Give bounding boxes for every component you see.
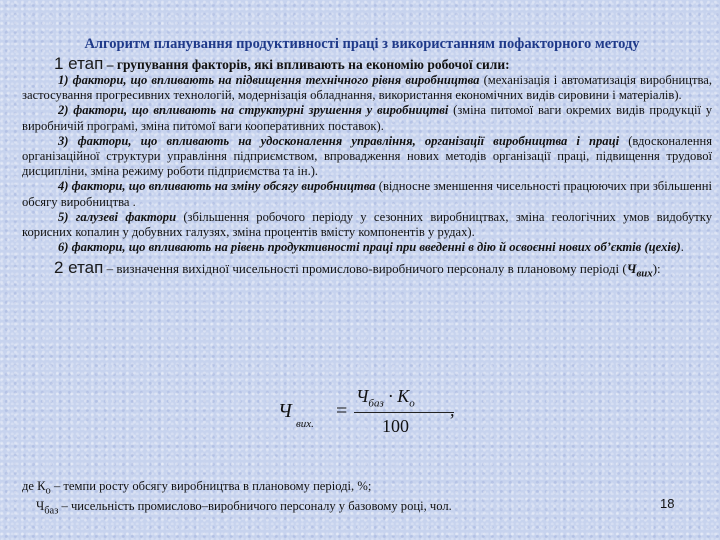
formula-equals: = <box>336 400 348 422</box>
slide-title: Алгоритм планування продуктивності праці з використанням пофакторного методу <box>84 36 640 52</box>
formula-denominator: 100 <box>382 416 409 436</box>
note-line-2 <box>36 498 452 520</box>
factor-text: (відносне зменшення чисельності працюючих при збільшенні обсягу виробництва . <box>22 179 713 209</box>
formula-comma: , <box>450 400 455 420</box>
note-line-1 <box>22 478 622 500</box>
formula-num-symbol: Ч <box>356 386 369 406</box>
factor-text: (механізація і автоматизація виробництва, застосування прогресивних технологій, модернізація обладнання, використання економічних видів сировини і матеріалів). <box>22 73 712 103</box>
formula-dot: · <box>383 386 398 406</box>
factor-item-4 <box>22 179 712 209</box>
note-symbol: де К <box>22 479 46 493</box>
factor-label: 3) фактори, що впливають на удосконалення управління, організації виробництва і праці <box>58 133 620 148</box>
stage-2 <box>22 259 712 283</box>
factor-label-part2: введенні в дію й освоєнні нових об’єктів (цехів) <box>416 240 681 255</box>
fraction-line <box>354 412 454 413</box>
formula-k: К <box>397 386 410 406</box>
stage-2-symbol-sub: вих <box>636 268 653 281</box>
factor-label: 2) фактори, що впливають на структурні зрушення у виробництві <box>58 103 449 118</box>
factor-item-2 <box>22 103 712 133</box>
factor-item-6 <box>22 240 712 255</box>
factor-label: 1) фактори, що впливають на підвищення технічного рівня виробництва <box>58 73 480 87</box>
headcount-formula <box>278 386 455 446</box>
factor-item-3 <box>22 134 712 180</box>
note-symbol-sub: о <box>45 485 51 497</box>
factor-text: (зміна питомої ваги окремих видів продукції у виробничій програмі, зміна питомої ваги кооперативних поставок). <box>22 103 712 133</box>
stage-2-text: – визначення вихідної чисельності промислово-виробничого персоналу в плановому періоді ( <box>103 261 627 277</box>
page-number: 18 <box>660 496 675 511</box>
factor-text: (вдосконалення організаційної структури управління підприємством, впровадження нових методів організації праці, підвищення трудової дисципліни, зміна режиму роботи підприємства та ін.). <box>22 133 712 179</box>
stage-1-number: 1 етап <box>54 54 104 73</box>
note-symbol: Ч <box>36 499 45 513</box>
factor-label: 5) галузеві фактори <box>58 209 177 224</box>
formula-num-sub: баз <box>368 397 384 410</box>
factor-label: 6) фактори, що впливають на рівень продуктивності праці при <box>58 240 417 255</box>
stage-2-tail: ): <box>652 261 661 277</box>
stage-1 <box>22 55 712 73</box>
factor-text: . <box>680 240 684 255</box>
slide-content <box>22 36 712 283</box>
stage-1-text: – групування факторів, які впливають на економію робочої сили: <box>103 57 510 72</box>
factor-text: (збільшення робочого періоду у сезонних виробництвах, зміна геологічних умов видобутку корисних копалин у добувних галузях, зміна процентів вмісту компонентів у рудах). <box>22 209 712 240</box>
factor-label: 4) фактори, що впливають на зміну обсягу виробництва <box>58 179 376 194</box>
formula-k-sub: о <box>409 397 415 410</box>
note-symbol-sub: баз <box>44 505 59 517</box>
note-text: – чисельність промислово–виробничого персоналу у базовому році, чол. <box>58 499 452 513</box>
note-text: – темпи росту обсягу виробництва в плановому періоді, %; <box>50 479 372 493</box>
formula-lhs-sub: вих. <box>296 418 314 430</box>
formula-numerator <box>356 386 415 410</box>
factor-item-5 <box>22 210 712 240</box>
stage-2-number: 2 етап <box>54 258 104 278</box>
formula-lhs: Ч <box>278 400 292 422</box>
stage-2-symbol: Ч <box>626 261 637 277</box>
factor-item-1 <box>22 73 712 103</box>
